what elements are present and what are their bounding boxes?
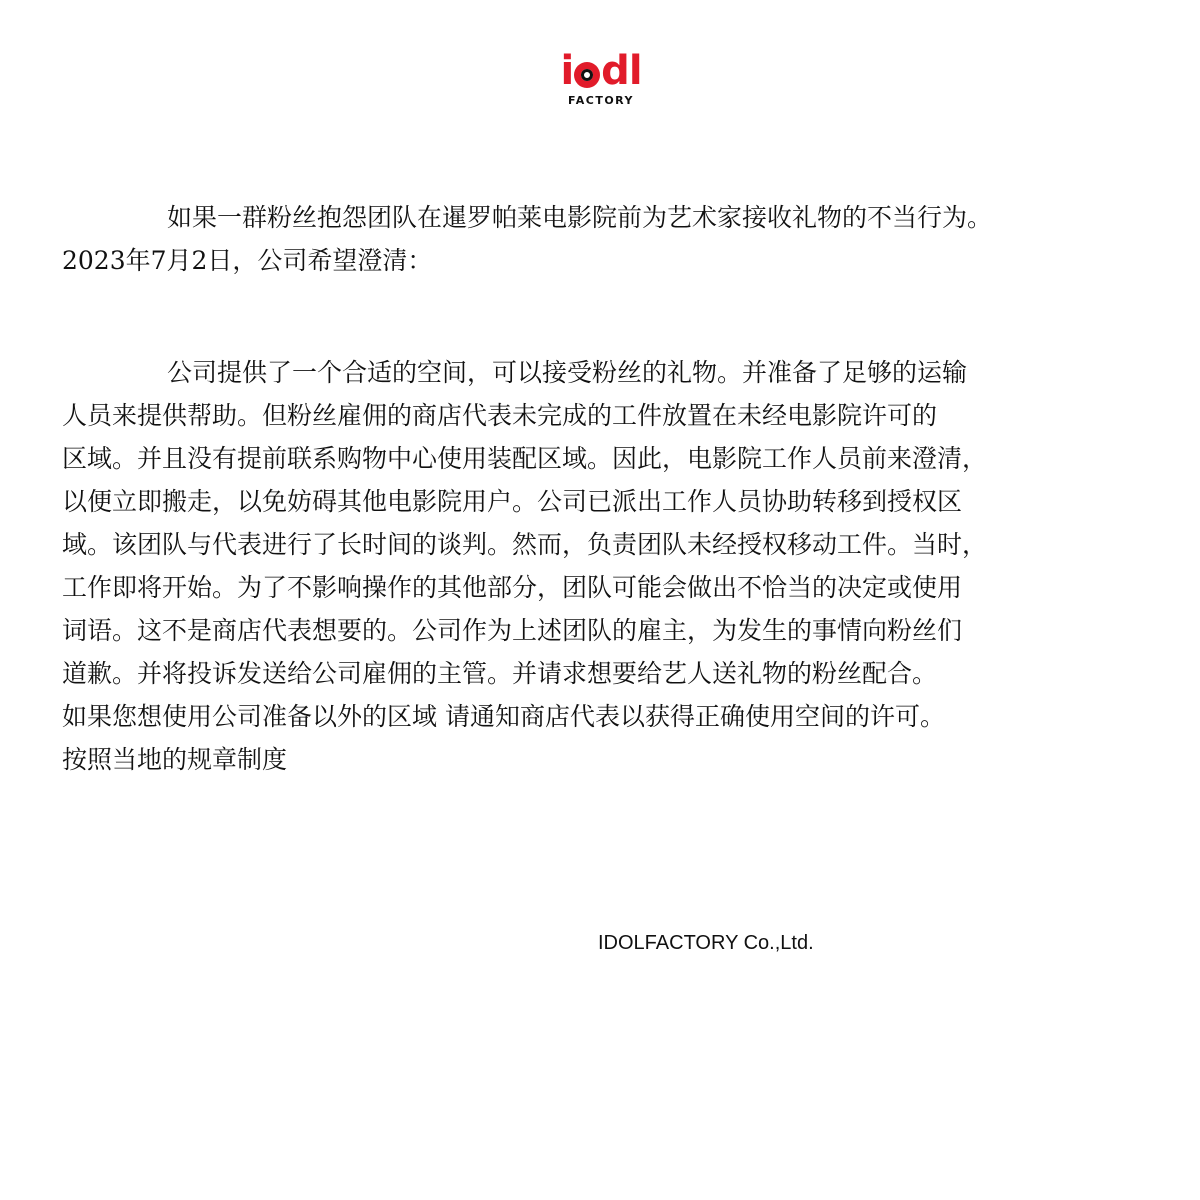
company-signature: IDOLFACTORY Co.,Ltd. — [598, 932, 814, 954]
intro-line: 如果一群粉丝抱怨团队在暹罗帕莱电影院前为艺术家接收礼物的不当行为。 — [167, 203, 993, 232]
statement-line: 以便立即搬走，以免妨碍其他电影院用户。公司已派出工作人员协助转移到授权区 — [62, 487, 963, 516]
camera-shutter-icon — [574, 62, 600, 88]
statement-line: 区域。并且没有提前联系购物中心使用装配区域。因此，电影院工作人员前来澄清， — [62, 444, 988, 473]
intro-date-line: 2023年7月2日，公司希望澄清： — [62, 246, 433, 275]
statement-line: 如果您想使用公司准备以外的区域 请通知商店代表以获得正确使用空间的许可。 — [62, 702, 945, 731]
statement-line: 公司提供了一个合适的空间，可以接受粉丝的礼物。并准备了足够的运输 — [167, 358, 968, 387]
logo-wordmark — [555, 50, 647, 92]
logo-letter-d: d — [601, 48, 629, 94]
logo-subtext: FACTORY — [567, 94, 635, 107]
logo-letter-i: i — [560, 48, 574, 94]
statement-paragraph — [62, 351, 1142, 781]
intro-paragraph — [62, 196, 1142, 282]
statement-line: 人员来提供帮助。但粉丝雇佣的商店代表未完成的工件放置在未经电影院许可的 — [62, 401, 938, 430]
statement-line: 域。该团队与代表进行了长时间的谈判。然而，负责团队未经授权移动工件。当时， — [62, 530, 988, 559]
statement-line: 按照当地的规章制度 — [62, 745, 288, 774]
statement-line: 道歉。并将投诉发送给公司雇佣的主管。并请求想要给艺人送礼物的粉丝配合。 — [62, 659, 938, 688]
statement-line: 词语。这不是商店代表想要的。公司作为上述团队的雇主，为发生的事情向粉丝们 — [62, 616, 963, 645]
idol-factory-logo — [555, 50, 647, 110]
statement-line: 工作即将开始。为了不影响操作的其他部分，团队可能会做出不恰当的决定或使用 — [62, 573, 963, 602]
logo-letter-l: l — [628, 48, 642, 94]
